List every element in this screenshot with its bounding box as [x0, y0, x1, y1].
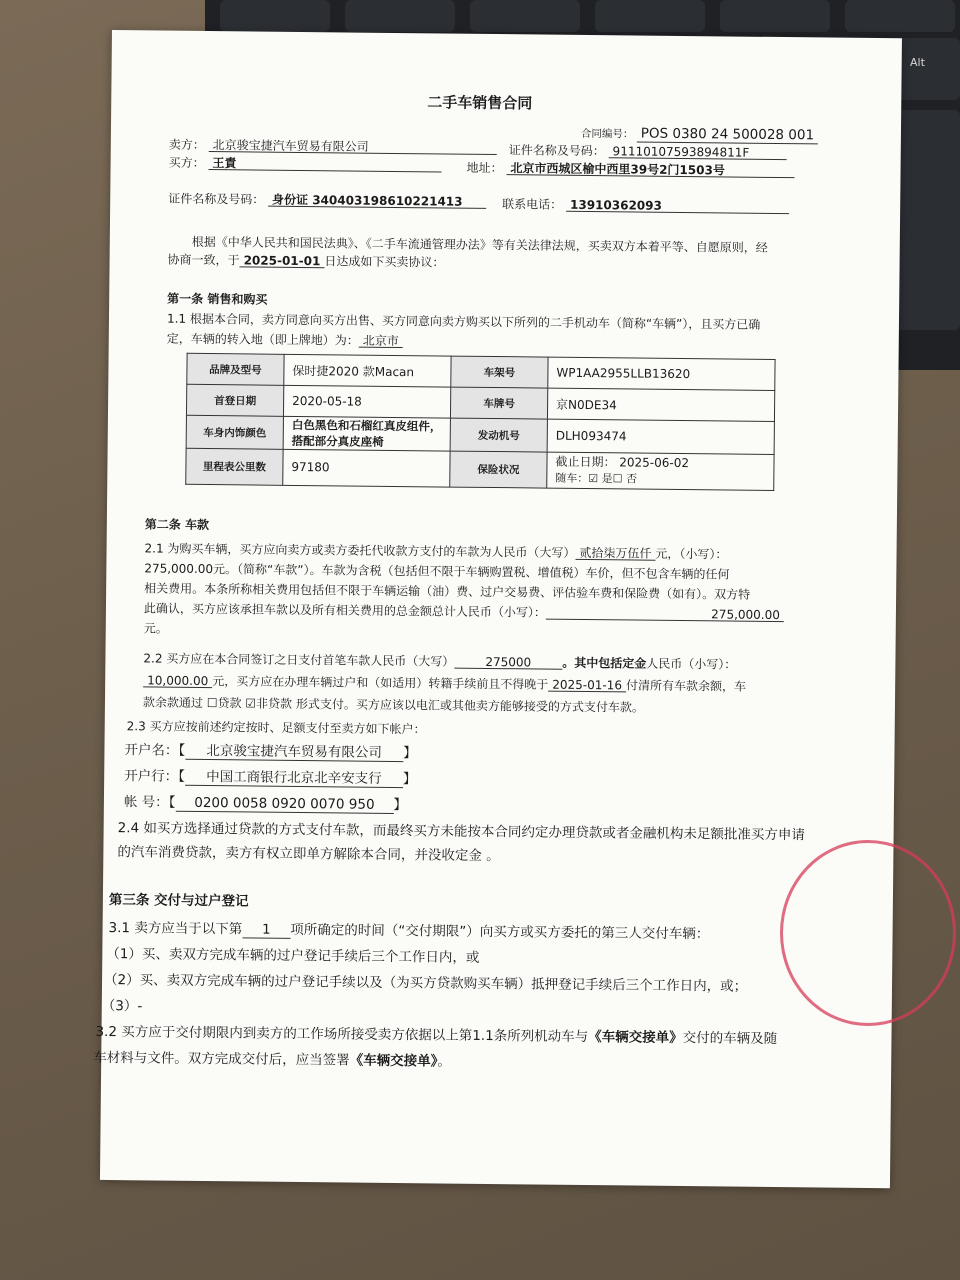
seller-row: [169, 139, 497, 155]
article-1-1-line-2: [167, 333, 403, 348]
article-2-2-line-1: [143, 652, 736, 671]
article-2-2-line-2: [143, 674, 746, 693]
buyer-id-row: [168, 193, 486, 209]
vehicle-table: [185, 353, 775, 491]
mileage-value: 97180: [283, 450, 450, 487]
bank-name: 中国工商银行北京北辛安支行: [185, 771, 403, 788]
engine-label: 发动机号: [450, 418, 547, 452]
account-no-label: 帐 号：【: [123, 794, 176, 811]
handover-form: 《车辆交接单》: [588, 1029, 683, 1047]
account-no-row: [124, 796, 407, 813]
buyer-id-label: 证件名称及号码：: [168, 191, 265, 207]
article-1-title: 第一条 销售和购买: [167, 291, 268, 307]
text: 。: [437, 1053, 452, 1070]
contract-page: [93, 30, 902, 1188]
deposit-amount: 10,000.00: [143, 674, 212, 688]
insurance-date: 截止日期： 2025-06-02: [555, 454, 690, 471]
text: 人民币（小写）：: [646, 656, 737, 672]
text: 付清所有车款余额，车: [625, 678, 747, 694]
handover-form: 《车辆交接单》: [349, 1052, 438, 1070]
red-seal: [780, 840, 956, 1026]
key: [720, 0, 830, 32]
phone-value: 13910362093: [566, 199, 789, 214]
bracket: 】: [403, 745, 417, 762]
text: 交付的车辆及随: [682, 1030, 778, 1048]
brand-value: 保时捷2020 款Macan: [284, 354, 451, 387]
text: 车材料与文件。双方完成交付后，应当签署: [93, 1049, 350, 1069]
article-3-title: 第三条 交付与过户登记: [108, 892, 249, 910]
intro-date: 2025-01-01: [240, 254, 325, 268]
alt-key: Alt: [865, 38, 960, 100]
seller-value: 北京骏宝捷汽车贸易有限公司: [209, 139, 497, 155]
insurance-with-car: 随车：☑ 是☐ 否: [555, 471, 638, 486]
color-line-1: 白色黑色和石榴红真皮组件，: [291, 417, 442, 434]
intro-line-1: 根据《中华人民共和国民法典》、《二手车流通管理办法》等有关法律法规，买卖双方本着平等、自愿原则，经: [191, 234, 768, 255]
transfer-city: 北京市: [359, 335, 403, 348]
key: [345, 0, 455, 32]
brand-label: 品牌及型号: [187, 353, 284, 385]
bracket: 】: [393, 796, 408, 814]
account-name-label: 开户名：【: [124, 742, 186, 759]
insurance-value: [547, 452, 774, 490]
vin-value: WP1AA2955LLB13620: [548, 357, 775, 390]
article-2-2-line-3: 款余款通过 ☐贷款 ☑非贷款 形式支付。买方应该以电汇或其他卖方能够接受的方式支付车款。: [142, 695, 644, 715]
plate-value: 京N0DE34: [547, 388, 774, 421]
account-name: 北京骏宝捷汽车贸易有限公司: [185, 745, 403, 762]
contract-title: 二手车销售合同: [427, 93, 533, 113]
account-name-row: [124, 744, 416, 762]
plate-label: 车牌号: [450, 387, 547, 419]
buyer-value: 王責: [208, 157, 441, 172]
first-payment: 275000: [454, 656, 562, 670]
text: 3.2 买方应于交付期限内到卖方的工作场所接受卖方依据以上第1.1条所列机动车与: [95, 1023, 589, 1046]
delivery-option: 1: [242, 923, 290, 938]
color-value: [283, 416, 450, 451]
balance-due-date: 2025-01-16: [548, 679, 626, 693]
article-2-4-line-1: 2.4 如买方选择通过贷款的方式支付车款，而最终买方未能按本合同约定办理贷款或者金融机构未足额批准买方申请: [117, 820, 805, 844]
address-value: 北京市西城区榆中西里39号2门1503号: [506, 162, 794, 178]
reg-date-value: 2020-05-18: [283, 385, 450, 418]
text: 此确认，买方应该承担车款以及所有相关费用的总金额总计人民币（小写）：: [143, 601, 547, 620]
insurance-label: 保险状况: [450, 451, 547, 488]
phone-row: [502, 198, 789, 214]
article-3-1: [109, 922, 710, 943]
key: [845, 0, 955, 32]
article-2-1-line-5: 元。: [143, 621, 168, 636]
mileage-label: 里程表公里数: [186, 448, 283, 485]
bracket: 】: [402, 771, 417, 788]
text: 元，买方应在办理车辆过户和（如适用）转籍手续前且不得晚于: [212, 674, 549, 692]
engine-value: DLH093474: [547, 419, 774, 455]
color-label: 车身内饰颜色: [186, 415, 283, 449]
article-3-1-option-1: （1）买、卖双方完成车辆的过户登记手续后三个工作日内，或: [106, 945, 480, 966]
bank-row: [124, 770, 416, 788]
article-3-1-option-3: （3）-: [101, 997, 143, 1015]
address-label: 地址：: [466, 160, 503, 176]
buyer-id-value: 身份证 340403198610221413: [268, 194, 486, 209]
intro-line-2: [168, 254, 445, 270]
article-2-3: 2.3 买方应按前述约定按时、足额支付至卖方如下帐户：: [126, 719, 426, 737]
key: [470, 0, 580, 32]
article-3-2-line-1: [95, 1023, 778, 1048]
seller-label: 卖方：: [168, 137, 205, 152]
article-1-1-line-1: 1.1 根据本合同，卖方同意向买方出售、买方同意向卖方购买以下所列的二手机动车（简称“车辆”），且买方已确: [166, 311, 761, 332]
article-2-1-line-2: 275,000.00元。（简称“车款”）。车款为含税（包括但不限于车辆购置税、增值税）车价，但不包含车辆的任何: [144, 561, 730, 582]
reg-date-label: 首登日期: [186, 384, 283, 416]
article-2-1-line-1: [145, 542, 728, 561]
article-2-4-line-2: 的汽车消费贷款，卖方有权立即单方解除本合同，并没收定金 。: [117, 844, 500, 865]
intro-post: 日达成如下买卖协议：: [324, 254, 445, 270]
vin-label: 车架号: [451, 356, 548, 388]
intro-pre: 协商一致，于: [167, 252, 240, 268]
address-row: [467, 162, 795, 178]
text: 3.1 卖方应当于以下第: [108, 920, 243, 938]
article-2-1-line-4: [144, 602, 784, 622]
contract-no-value: POS 0380 24 500028 001: [637, 128, 818, 144]
table-row: [186, 448, 774, 490]
key: [595, 0, 705, 32]
text: 。其中包括定金: [562, 655, 647, 671]
text: 项所确定的时间（“交付期限”）向买方或买方委托的第三人交付车辆：: [290, 921, 710, 943]
buyer-row: [169, 157, 442, 173]
contract-no-label: 合同编号：: [580, 127, 634, 141]
seller-id-label: 证件名称及号码：: [508, 143, 605, 159]
color-line-2: 搭配部分真皮座椅: [291, 433, 384, 449]
article-2-1-line-3: 相关费用。本条所称相关费用包括但不限于车辆运输（油）费、过户交易费、评估验车费和保险费（如有）。双方特: [144, 581, 751, 602]
transfer-city-label: 定，车辆的转入地（即上牌地）为：: [166, 331, 359, 348]
buyer-label: 买方：: [168, 155, 205, 170]
seller-id-value: 91110107593894811F: [609, 145, 787, 160]
article-2-title: 第二条 车款: [144, 517, 210, 533]
article-3-2-line-2: [93, 1049, 452, 1070]
key: [220, 0, 330, 32]
text: 元，（小写）：: [655, 546, 728, 562]
contract-no: [581, 127, 818, 144]
bank-label: 开户行：【: [124, 768, 186, 785]
account-no: 0200 0058 0920 0070 950: [175, 797, 393, 814]
phone-label: 联系电话：: [502, 197, 563, 212]
seller-id-row: [509, 144, 787, 160]
text: 2.2 买方应在本合同签订之日支付首笔车款人民币（大写）: [143, 651, 455, 669]
article-3-1-option-2: （2）买、卖双方完成车辆的过户登记手续以及（为买方贷款购买车辆）抵押登记手续后三个工作日内，或；: [103, 971, 748, 995]
price-in-words: 贰拾柒万伍仟: [575, 547, 655, 561]
text: 2.1 为购买车辆，买方应向卖方或卖方委托代收款方支付的车款为人民币（大写）: [144, 541, 576, 560]
total-amount: 275,000.00: [546, 607, 784, 622]
